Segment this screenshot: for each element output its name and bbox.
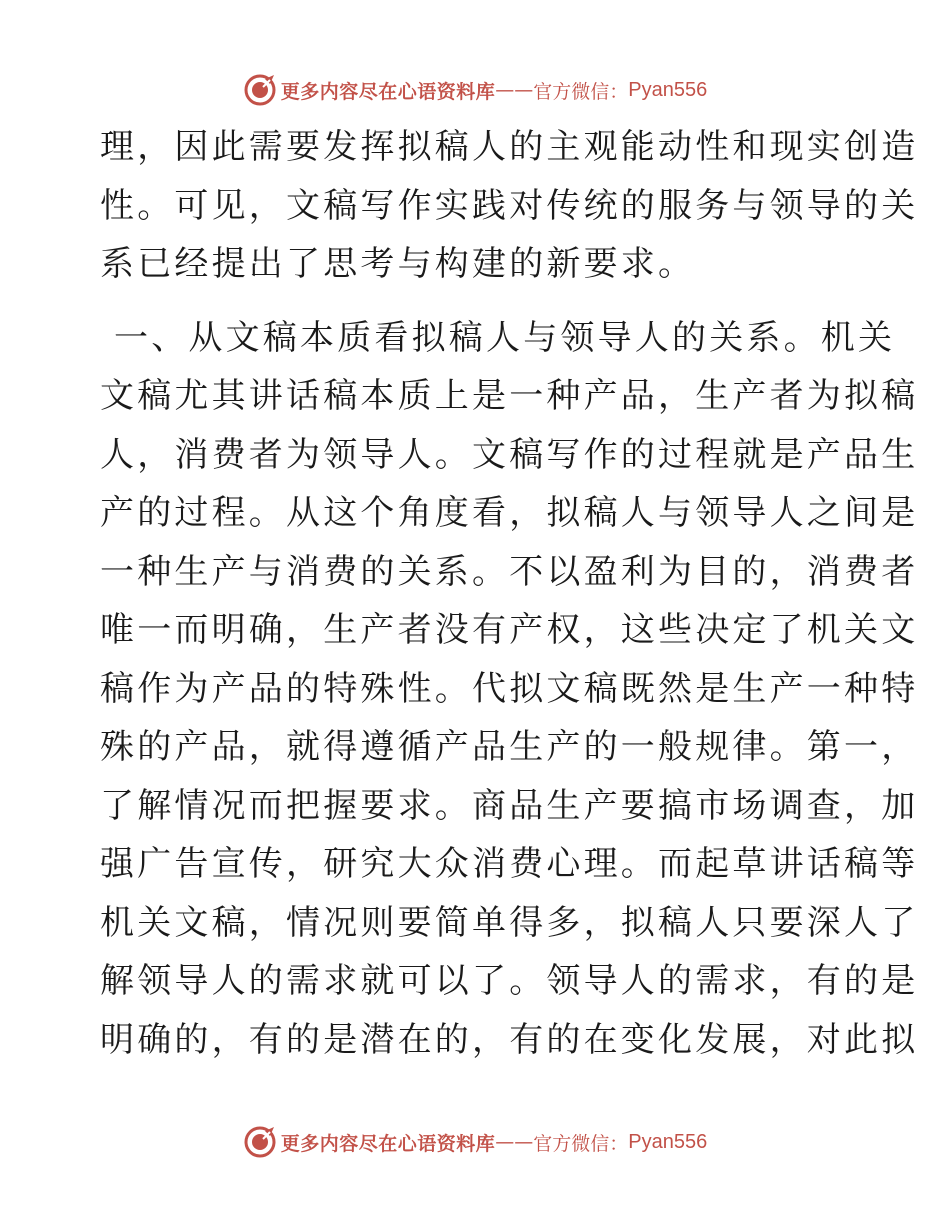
text-line: 稿作为产品的特殊性。代拟文稿既然是生产一种特 [100, 668, 919, 709]
text-line: 一种生产与消费的关系。不以盈利为目的，消费者 [100, 551, 919, 592]
header-banner [0, 70, 950, 110]
header-banner-text: 更多内容尽在心语资料库 [280, 80, 496, 103]
text-line: 强广告宣传，研究大众消费心理。而起草讲话稿等 [100, 844, 919, 884]
text-line: 理，因此需要发挥拟稿人的主观能动性和现实创造 [100, 127, 919, 167]
text-line: 明确的，有的是潜在的，有的在变化发展，对此拟 [100, 1019, 919, 1060]
text-line: 性。可见，文稿写作实践对传统的服务与领导的关 [100, 185, 919, 226]
pen-logo-icon [243, 73, 277, 107]
text-line: 人，消费者为领导人。文稿写作的过程就是产品生 [100, 434, 919, 475]
text-line: 系已经提出了思考与构建的新要求。 [100, 244, 696, 284]
pen-logo-icon [243, 1125, 277, 1159]
footer-banner-text: 更多内容尽在心语资料库 [280, 1132, 496, 1155]
header-wechat-id: Pyan556 [628, 78, 708, 101]
text-line: 文稿尤其讲话稿本质上是一种产品，生产者为拟稿 [100, 376, 919, 416]
text-line: 机关文稿，情况则要简单得多，拟稿人只要深人了 [100, 902, 919, 943]
footer-wechat-label: 官方微信： [533, 1132, 629, 1155]
text-line: 了解情况而把握要求。商品生产要搞市场调查，加 [100, 785, 919, 826]
footer-banner-separator: —— [495, 1131, 534, 1153]
paragraph-2 [100, 309, 919, 1070]
paragraph-1 [100, 118, 919, 294]
header-banner-separator: —— [495, 79, 534, 101]
text-line: 殊的产品，就得遵循产品生产的一般规律。第一， [100, 727, 919, 767]
document-body [100, 118, 919, 1069]
text-line: 唯一而明确，生产者没有产权，这些决定了机关文 [100, 610, 919, 650]
footer-wechat-id: Pyan556 [628, 1130, 708, 1153]
text-line: 产的过程。从这个角度看，拟稿人与领导人之间是 [100, 493, 919, 533]
header-wechat-label: 官方微信： [533, 80, 629, 103]
section-heading-line: 一、从文稿本质看拟稿人与领导人的关系。机关 [100, 317, 896, 358]
footer-banner [0, 1122, 950, 1162]
text-line: 解领导人的需求就可以了。领导人的需求，有的是 [100, 961, 919, 1001]
